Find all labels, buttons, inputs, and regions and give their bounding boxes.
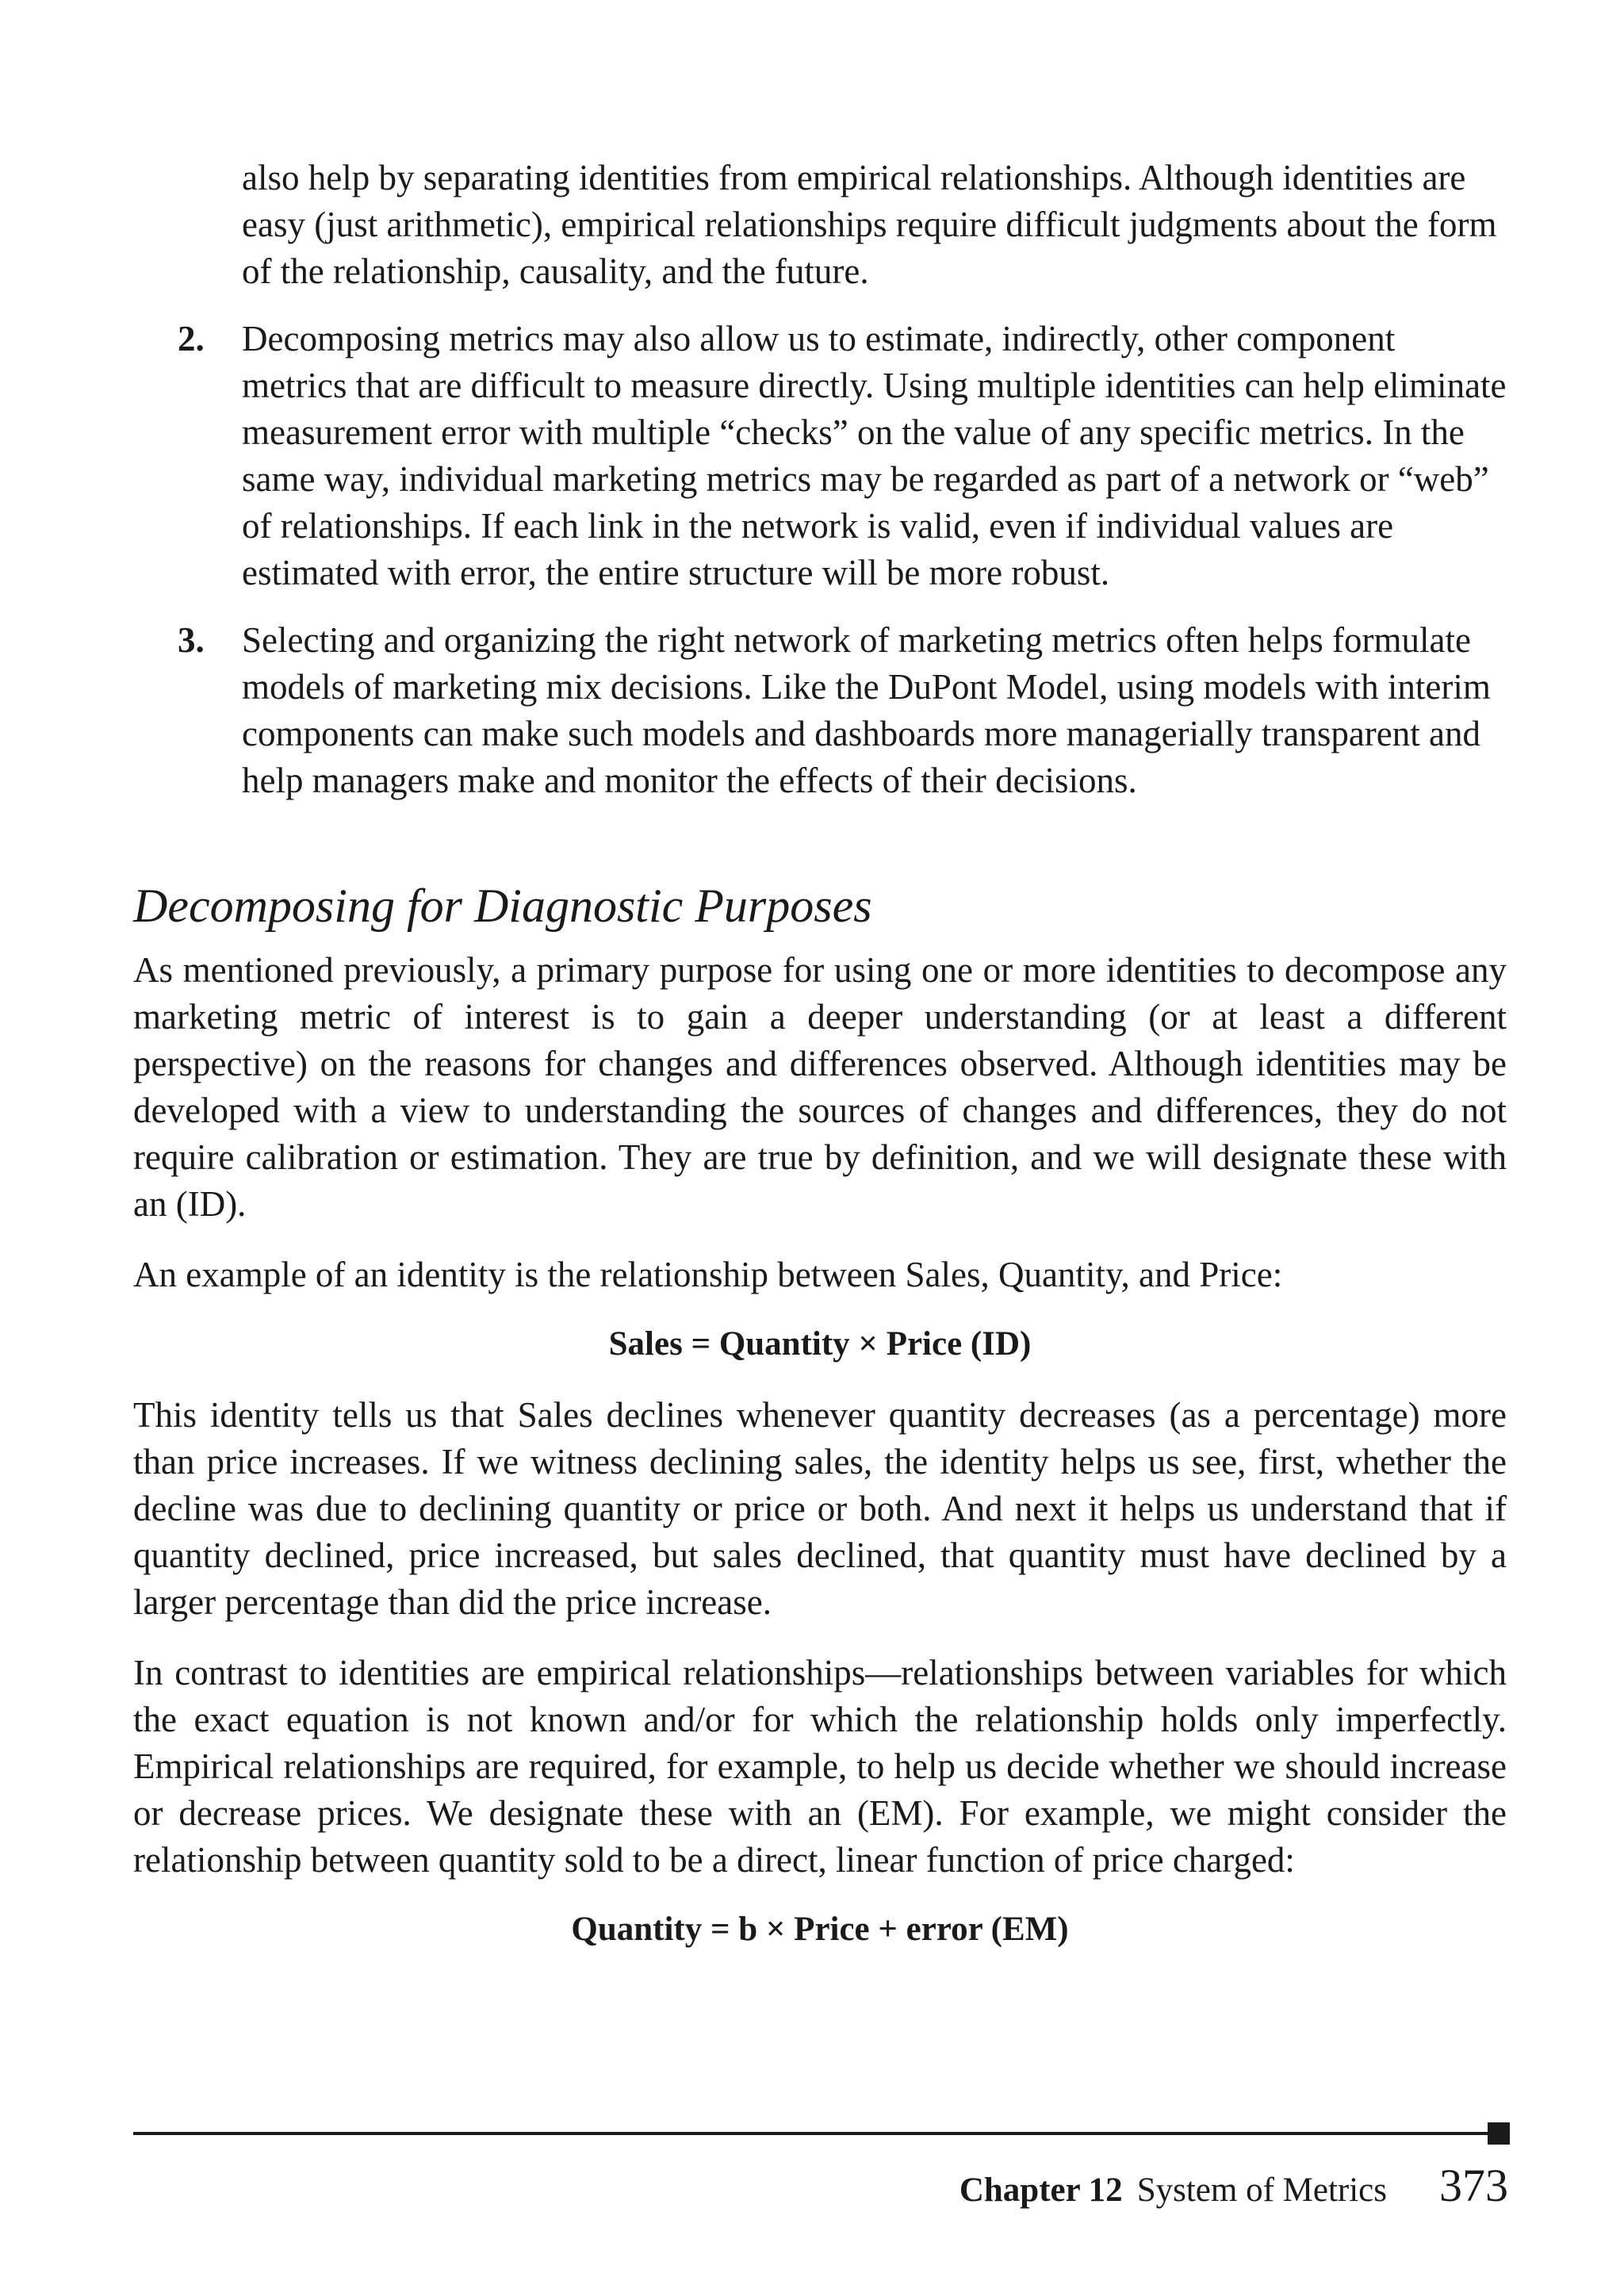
list-item: [133, 316, 1507, 596]
section-heading: Decomposing for Diagnostic Purposes: [133, 880, 872, 932]
list-item-1-continuation: also help by separating identities from empirical relationships. Although identities are easy (just arithmetic), empirical relationships require difficult judgments about the form of the relationship, causality, and the future.: [242, 158, 1497, 291]
list-item-text: Decomposing metrics may also allow us to estimate, indirectly, other component metrics that are difficult to measure directly. Using multiple identities can help eliminate measurement error with multiple “checks” on the value of any specific metrics. In the same way, individual marketing metrics may be regarded as part of a network or “web” of relationships. If each link in the network is valid, even if individual values are estimated with error, the entire structure will be more robust.: [242, 319, 1507, 592]
paragraph: As mentioned previously, a primary purpose for using one or more identities to decompose any marketing metric of interest is to gain a deeper understanding (or at least a different perspective) on the reasons for changes and differences observed. Although identities may be developed with a view to understanding the sources of changes and differences, they do not require calibration or estimation. They are true by definition, and we will designate these with an (ID).: [133, 950, 1507, 1224]
page-number: 373: [1439, 2160, 1508, 2211]
list-item-text: Selecting and organizing the right network of marketing metrics often helps formulate models of marketing mix decisions. Like the DuPont Model, using models with interim components can make such models and dashboards more managerially transparent and help managers make and monitor the effects of their decisions.: [242, 620, 1491, 800]
paragraph: An example of an identity is the relationship between Sales, Quantity, and Price:: [133, 1255, 1283, 1294]
identity-equation: Sales = Quantity × Price (ID): [608, 1325, 1032, 1363]
list-number: 3.: [178, 620, 205, 660]
list-number: 2.: [178, 319, 205, 358]
empirical-equation: Quantity = b × Price + error (EM): [571, 1911, 1069, 1948]
page-body: [133, 119, 1507, 1977]
paragraph: In contrast to identities are empirical relationships—relationships between variables for which the exact equation is not known and/or for which the relationship holds only imperfectly. Empirical relationships are required, for example, to help us decide whether we should increase or decrease prices. We designate these with an (EM). For example, we might consider the relationship between quantity sold to be a direct, linear function of price charged:: [133, 1653, 1507, 1880]
page-footer: [959, 2159, 1508, 2212]
footer-square-marker: [1488, 2122, 1510, 2145]
chapter-title: System of Metrics: [1136, 2172, 1387, 2209]
chapter-label: Chapter 12: [959, 2172, 1123, 2209]
footer-rule: [133, 2132, 1491, 2135]
list-item: [133, 617, 1507, 804]
paragraph: This identity tells us that Sales declines whenever quantity decreases (as a percentage) more than price increases. If we witness declining sales, the identity helps us see, first, whether the decline was due to declining quantity or price or both. And next it helps us understand that if quantity declined, price increased, but sales declined, that quantity must have declined by a larger percentage than did the price increase.: [133, 1395, 1507, 1622]
